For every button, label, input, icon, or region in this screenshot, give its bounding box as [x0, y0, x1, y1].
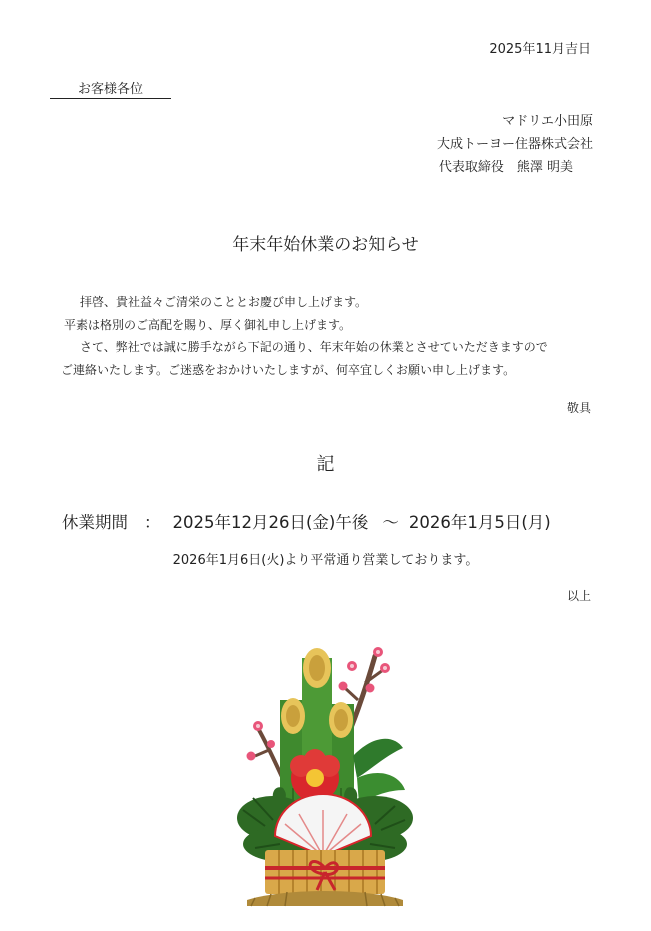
end-mark: 以上: [566, 589, 591, 603]
body-line: さて、弊社では誠に勝手ながら下記の通り、年末年始の休業とさせていただきますので: [80, 340, 548, 354]
holiday-tilde: ～: [382, 513, 399, 532]
body-text: [58, 291, 548, 381]
holiday-label: 休業期間: [62, 513, 128, 532]
kadomatsu-icon: [225, 638, 425, 908]
recipient-line: お客様各位: [50, 78, 171, 99]
body-line: 拝啓、貴社益々ご清栄のこととお慶び申し上げます。: [80, 295, 368, 309]
body-line: 平素は格別のご高配を賜り、厚く御礼申し上げます。: [64, 317, 352, 332]
body-line: ご連絡いたします。ご迷惑をおかけいたしますが、何卒宜しくお願い申し上げます。: [61, 362, 516, 377]
ki-heading: 記: [316, 454, 335, 475]
resume-notice: 2026年1月6日(火)より平常通り営業しております。: [172, 553, 479, 568]
holiday-start: 2025年12月26日(金)午後: [172, 513, 369, 532]
document-date: 2025年11月吉日: [489, 42, 591, 57]
page-title: 年末年始休業のお知らせ: [232, 235, 419, 255]
holiday-period: [62, 509, 551, 533]
sender-block: [437, 110, 593, 179]
sender-company: 大成トーヨー住器株式会社: [436, 137, 593, 152]
sender-branch: マドリエ小田原: [502, 114, 593, 129]
closing-keigu: 敬具: [566, 401, 591, 415]
sender-representative: 代表取締役 熊澤 明美: [438, 160, 573, 175]
holiday-separator: ：: [144, 513, 161, 532]
holiday-end: 2026年1月5日(月): [408, 513, 551, 532]
